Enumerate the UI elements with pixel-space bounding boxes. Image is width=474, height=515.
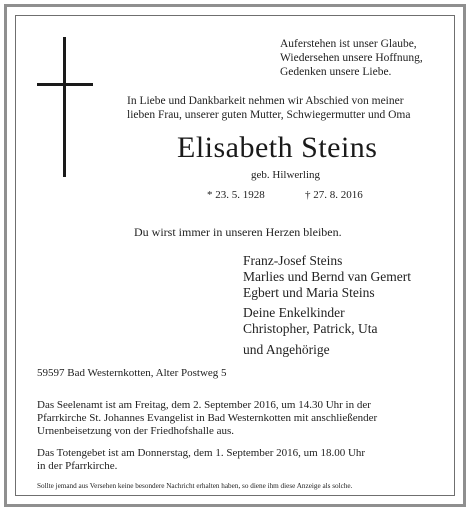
motto-line: Auferstehen ist unser Glaube, (280, 38, 417, 50)
intro-line: lieben Frau, unserer guten Mutter, Schwiegermutter und Oma (127, 109, 411, 121)
mourners-list (243, 253, 411, 358)
motto-verse (280, 37, 423, 79)
footnote: Sollte jemand aus Versehen keine besondere Nachricht erhalten haben, so diene ihm diese Anzeige als solche. (37, 482, 353, 490)
requiem-details (37, 399, 447, 438)
cross-horizontal-bar (37, 83, 93, 86)
intro-line: In Liebe und Dankbarkeit nehmen wir Abschied von meiner (127, 95, 404, 107)
family-address: 59597 Bad Westernkotten, Alter Postweg 5 (37, 367, 227, 379)
mourner-entry: Marlies und Bernd van Gemert (243, 269, 411, 284)
remembrance-line: Du wirst immer in unseren Herzen bleiben. (134, 225, 342, 239)
mourner-entry: Franz-Josef Steins (243, 253, 343, 268)
birth-name: geb. Hilwerling (251, 169, 321, 181)
motto-line: Wiedersehen unsere Hoffnung, (280, 52, 423, 64)
prayer-line: Das Totengebet ist am Donnerstag, dem 1. September 2016, um 18.00 Uhr (37, 447, 366, 459)
prayer-details (37, 447, 447, 473)
deceased-name: Elisabeth Steins (177, 131, 378, 164)
motto-line: Gedenken unsere Liebe. (280, 66, 392, 78)
birth-date: * 23. 5. 1928 (207, 189, 265, 201)
requiem-line: Urnenbeisetzung von der Friedhofshalle aus. (37, 425, 235, 437)
cross-vertical-bar (63, 37, 66, 177)
requiem-line: Pfarrkirche St. Johannes Evangelist in Bad Westernkotten mit anschließender (37, 412, 378, 424)
mourner-entry: Egbert und Maria Steins (243, 285, 375, 300)
farewell-intro (127, 94, 410, 122)
mourner-entry: Deine Enkelkinder (243, 305, 345, 320)
requiem-line: Das Seelenamt ist am Freitag, dem 2. September 2016, um 14.30 Uhr in der (37, 399, 371, 411)
obituary-notice (4, 4, 466, 507)
mourner-entry: Christopher, Patrick, Uta (243, 321, 378, 336)
death-date: † 27. 8. 2016 (305, 189, 363, 201)
prayer-line: in der Pfarrkirche. (37, 460, 118, 472)
mourner-entry: und Angehörige (243, 342, 330, 357)
